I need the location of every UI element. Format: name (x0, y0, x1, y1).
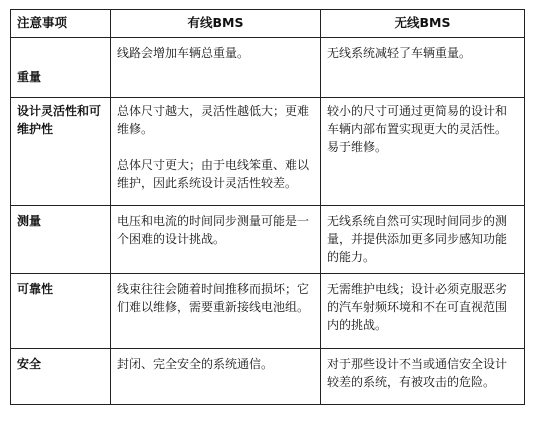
cell-wired-measurement (111, 206, 321, 274)
comparison-table (10, 9, 525, 405)
header-wired-bms: 有线BMS (111, 10, 321, 38)
cell-text: 无需维护电线；设计必须克服恶劣的汽车射频环境和不在可直视范围内的挑战。 (327, 282, 508, 332)
cell-text: 无线系统减轻了车辆重量。 (327, 46, 472, 60)
cell-text: 总体尺寸越大，灵活性越低大；更难维修。 (117, 104, 310, 136)
table-row-design-flexibility (11, 98, 525, 206)
cell-wired-design-flexibility (111, 98, 321, 206)
table-row-weight (11, 38, 525, 98)
cell-wireless-design-flexibility (321, 98, 525, 206)
cell-wired-safety (111, 349, 321, 405)
cell-wireless-safety (321, 349, 525, 405)
row-label-design-flexibility: 设计灵活性和可维护性 (11, 98, 111, 206)
cell-text: 线束往往会随着时间推移而损坏；它们难以维修，需要重新接线电池组。 (117, 282, 310, 314)
cell-text: 线路会增加车辆总重量。 (117, 46, 250, 60)
cell-wireless-weight (321, 38, 525, 98)
row-label-safety: 安全 (11, 349, 111, 405)
cell-wireless-reliability (321, 274, 525, 349)
cell-text: 较小的尺寸可通过更简易的设计和车辆内部布置实现更大的灵活性。易于维修。 (327, 104, 508, 154)
table-row-safety (11, 349, 525, 405)
cell-text: 总体尺寸更大；由于电线笨重、难以维护，因此系统设计灵活性较差。 (117, 158, 310, 190)
table-header-row (11, 10, 525, 38)
row-label-measurement: 测量 (11, 206, 111, 274)
table-row-measurement (11, 206, 525, 274)
cell-text: 无线系统自然可实现时间同步的测量，并提供添加更多同步感知功能的能力。 (327, 214, 508, 264)
row-label-reliability: 可靠性 (11, 274, 111, 349)
cell-wireless-measurement (321, 206, 525, 274)
header-considerations: 注意事项 (11, 10, 111, 38)
cell-wired-weight (111, 38, 321, 98)
table-row-reliability (11, 274, 525, 349)
cell-text: 对于那些设计不当或通信安全设计较差的系统，有被攻击的危险。 (327, 357, 508, 389)
cell-wired-reliability (111, 274, 321, 349)
row-label-weight: 重量 (11, 38, 111, 98)
cell-text: 电压和电流的时间同步测量可能是一个困难的设计挑战。 (117, 214, 310, 246)
cell-text: 封闭、完全安全的系统通信。 (117, 357, 274, 371)
header-wireless-bms: 无线BMS (321, 10, 525, 38)
